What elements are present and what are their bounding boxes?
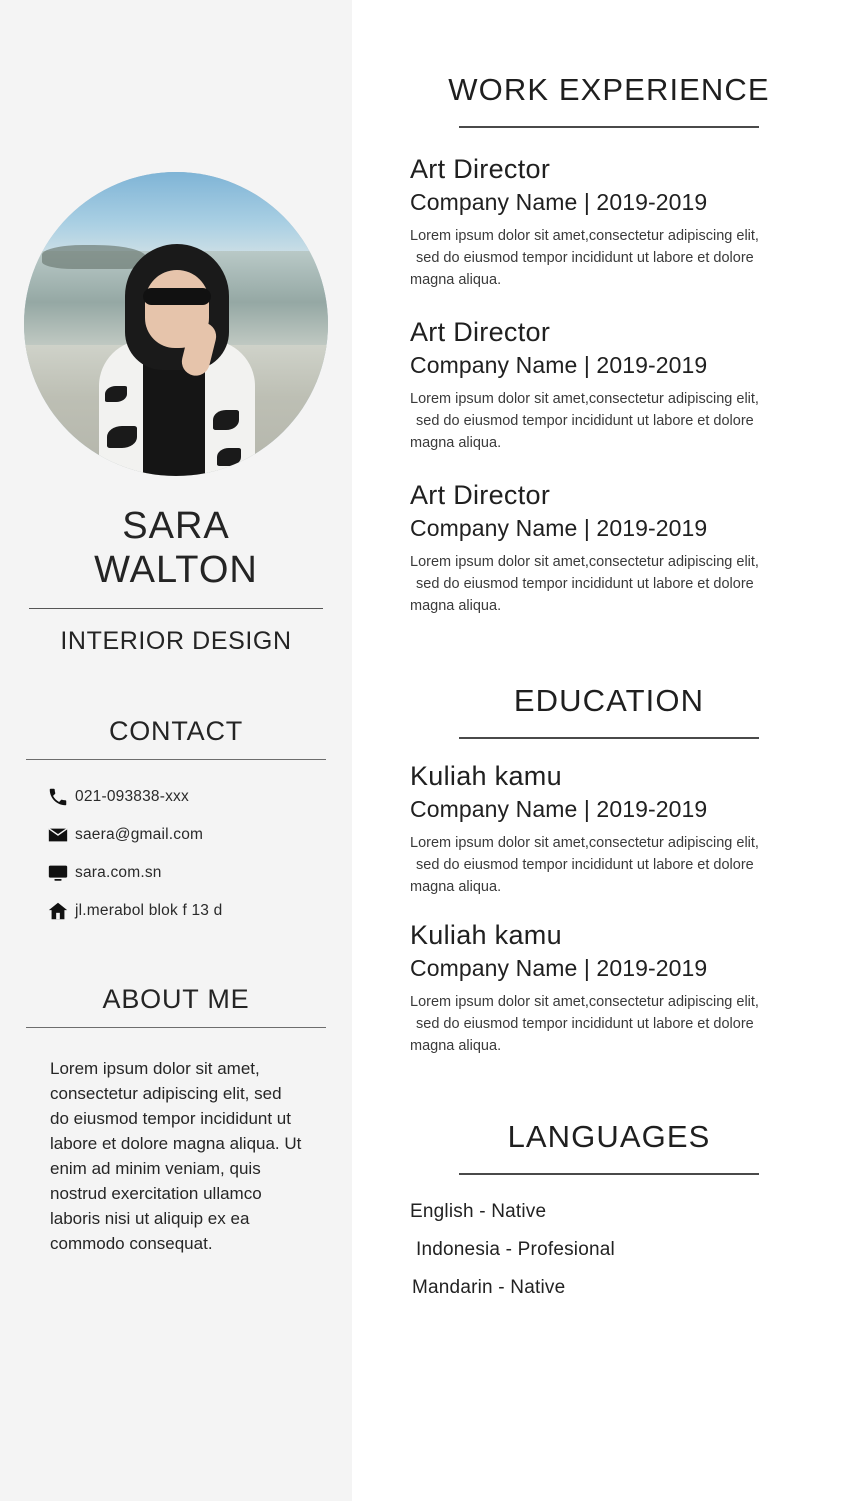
- work-entry-company: Company Name | 2019-2019: [410, 515, 708, 541]
- work-entry: [410, 317, 808, 454]
- avatar-wrapper: [24, 172, 328, 476]
- contact-item-phone[interactable]: [41, 786, 311, 808]
- list-item: Indonesia - Profesional: [416, 1239, 615, 1260]
- work-entry-description: [410, 225, 808, 291]
- work-entry-company: Company Name | 2019-2019: [410, 189, 708, 215]
- envelope-icon: [41, 824, 75, 846]
- work-entry-description: [410, 551, 808, 617]
- desc-line: magna aliqua.: [410, 598, 502, 614]
- section-title-work-experience: WORK EXPERIENCE: [448, 72, 770, 107]
- education-entry-description: [410, 832, 808, 898]
- photo-outfit-pattern: [213, 410, 239, 430]
- first-name: SARA: [122, 505, 230, 547]
- list-item: Mandarin - Native: [412, 1277, 566, 1298]
- photo-person: [81, 226, 271, 476]
- photo-outfit-pattern: [217, 448, 241, 466]
- education-entry: [410, 761, 808, 898]
- desc-line: magna aliqua.: [410, 435, 502, 451]
- photo-outfit-pattern: [107, 426, 137, 448]
- work-entry-description: [410, 388, 808, 454]
- section-title-languages: LANGUAGES: [507, 1119, 711, 1154]
- divider: [26, 759, 326, 760]
- education-entry-description: [410, 991, 808, 1057]
- main-content: [352, 0, 844, 1501]
- home-icon: [41, 900, 75, 922]
- sunglasses-icon: [143, 288, 211, 305]
- desc-line: Lorem ipsum dolor sit amet,consectetur adipiscing elit,: [410, 994, 759, 1010]
- section-title-education: EDUCATION: [513, 683, 705, 718]
- education-entry-company: Company Name | 2019-2019: [410, 955, 708, 981]
- desc-line: sed do eiusmod tempor incididunt ut labore et dolore: [416, 576, 754, 592]
- divider: [29, 608, 323, 609]
- monitor-icon: [41, 862, 75, 884]
- page-title: [94, 504, 258, 592]
- divider: [459, 1173, 759, 1175]
- work-entry-title: Art Director: [410, 154, 551, 184]
- desc-line: Lorem ipsum dolor sit amet,consectetur adipiscing elit,: [410, 835, 759, 851]
- contact-list: [41, 786, 311, 938]
- photo-outfit-pattern: [105, 386, 127, 402]
- contact-email-value: saera@gmail.com: [75, 826, 204, 843]
- desc-line: Lorem ipsum dolor sit amet,consectetur adipiscing elit,: [410, 391, 759, 407]
- desc-line: Lorem ipsum dolor sit amet,consectetur adipiscing elit,: [410, 554, 759, 570]
- contact-item-website[interactable]: [41, 862, 311, 884]
- desc-line: sed do eiusmod tempor incididunt ut labore et dolore: [416, 250, 754, 266]
- desc-line: magna aliqua.: [410, 879, 502, 895]
- contact-heading: CONTACT: [108, 716, 244, 746]
- about-text: Lorem ipsum dolor sit amet, consectetur adipiscing elit, sed do eiusmod tempor incididunt ut labore et dolore magna aliqua. Ut enim ad minim veniam, quis nostrud exercitation ullamco laboris nisi ut aliquip ex ea commodo consequat.: [50, 1059, 302, 1253]
- desc-line: sed do eiusmod tempor incididunt ut labore et dolore: [416, 857, 754, 873]
- list-item: English - Native: [410, 1201, 547, 1222]
- about-heading: ABOUT ME: [102, 984, 250, 1014]
- work-entry: [410, 480, 808, 617]
- work-entry-title: Art Director: [410, 480, 551, 510]
- divider: [459, 126, 759, 128]
- desc-line: magna aliqua.: [410, 1038, 502, 1054]
- work-entry-title: Art Director: [410, 317, 551, 347]
- phone-icon: [41, 786, 75, 808]
- education-entry: [410, 920, 808, 1057]
- divider: [26, 1027, 326, 1028]
- desc-line: sed do eiusmod tempor incididunt ut labore et dolore: [416, 1016, 754, 1032]
- avatar: [24, 172, 328, 476]
- education-entry-title: Kuliah kamu: [410, 761, 562, 791]
- contact-website-value: sara.com.sn: [75, 864, 162, 881]
- contact-address-value: jl.merabol blok f 13 d: [75, 902, 223, 919]
- last-name: WALTON: [94, 549, 258, 591]
- languages-list: [410, 1201, 808, 1299]
- work-entry-company: Company Name | 2019-2019: [410, 352, 708, 378]
- contact-item-email[interactable]: [41, 824, 311, 846]
- job-role: INTERIOR DESIGN: [60, 627, 292, 655]
- desc-line: Lorem ipsum dolor sit amet,consectetur adipiscing elit,: [410, 228, 759, 244]
- sidebar: [0, 0, 352, 1501]
- contact-item-address[interactable]: [41, 900, 311, 922]
- education-entry-company: Company Name | 2019-2019: [410, 796, 708, 822]
- desc-line: magna aliqua.: [410, 272, 502, 288]
- desc-line: sed do eiusmod tempor incididunt ut labore et dolore: [416, 413, 754, 429]
- contact-phone-value: 021-093838-xxx: [75, 788, 189, 805]
- education-entry-title: Kuliah kamu: [410, 920, 562, 950]
- work-entry: [410, 154, 808, 291]
- divider: [459, 737, 759, 739]
